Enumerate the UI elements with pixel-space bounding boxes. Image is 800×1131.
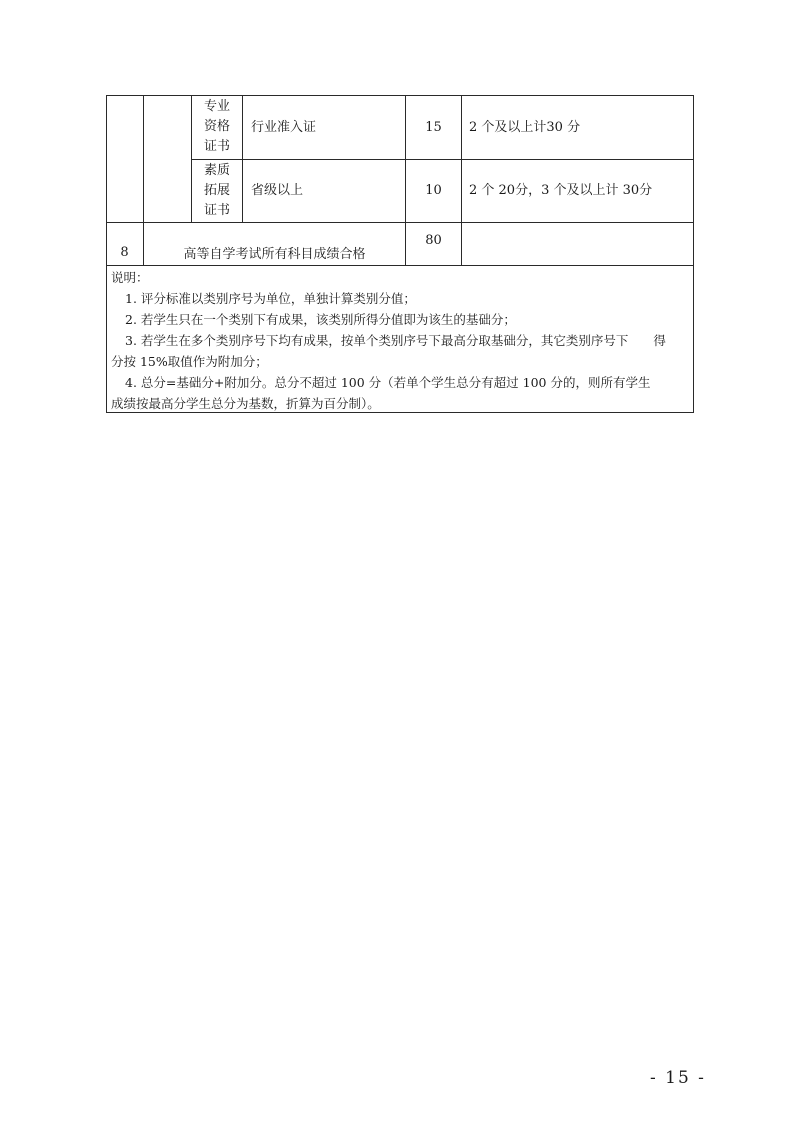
notes-section	[111, 267, 691, 414]
note-item: 3. 若学生在多个类别序号下均有成果，按单个类别序号下最高分取基础分，其它类别序号下 得	[125, 333, 666, 348]
score-cell: 80	[425, 233, 442, 248]
row-divider	[106, 265, 694, 266]
item-cell: 高等自学考试所有科目成绩合格	[183, 247, 366, 262]
subcategory-line: 素质	[203, 163, 230, 178]
item-cell: 省级以上	[251, 183, 304, 198]
subcategory-cell	[192, 97, 242, 157]
note-item: 1. 评分标准以类别序号为单位，单独计算类别分值；	[125, 291, 416, 306]
subcategory-line: 证书	[203, 203, 230, 218]
page-number: - 15 -	[650, 1068, 706, 1088]
subcategory-line: 专业	[203, 99, 230, 114]
notes-title: 说明：	[111, 270, 149, 285]
subcategory-line: 资格	[203, 119, 230, 134]
subcategory-line: 证书	[203, 139, 230, 154]
note-item-continued: 分按 15%取值作为附加分；	[111, 354, 268, 369]
column-divider	[461, 95, 462, 265]
table-border-right	[693, 95, 694, 413]
rule-cell: 2 个及以上计30 分	[469, 120, 581, 135]
column-divider	[242, 95, 243, 222]
note-item: 2. 若学生只在一个类别下有成果，该类别所得分值即为该生的基础分；	[125, 312, 516, 327]
subcategory-cell	[192, 161, 242, 221]
rule-cell: 2 个 20分，3 个及以上计 30分	[469, 183, 653, 198]
score-cell: 10	[425, 183, 442, 198]
column-divider	[143, 95, 144, 265]
row-divider	[191, 159, 694, 160]
item-cell: 行业准入证	[251, 120, 317, 135]
note-item-continued: 成绩按最高分学生总分为基数，折算为百分制）。	[111, 396, 380, 411]
row-index-cell: 8	[120, 245, 129, 260]
row-divider	[106, 222, 694, 223]
note-item: 4. 总分=基础分+附加分。总分不超过 100 分（若单个学生总分有超过 100 分的，则所有学生	[125, 375, 651, 390]
table-border-top	[106, 95, 694, 96]
subcategory-line: 拓展	[203, 183, 230, 198]
score-cell: 15	[425, 120, 442, 135]
